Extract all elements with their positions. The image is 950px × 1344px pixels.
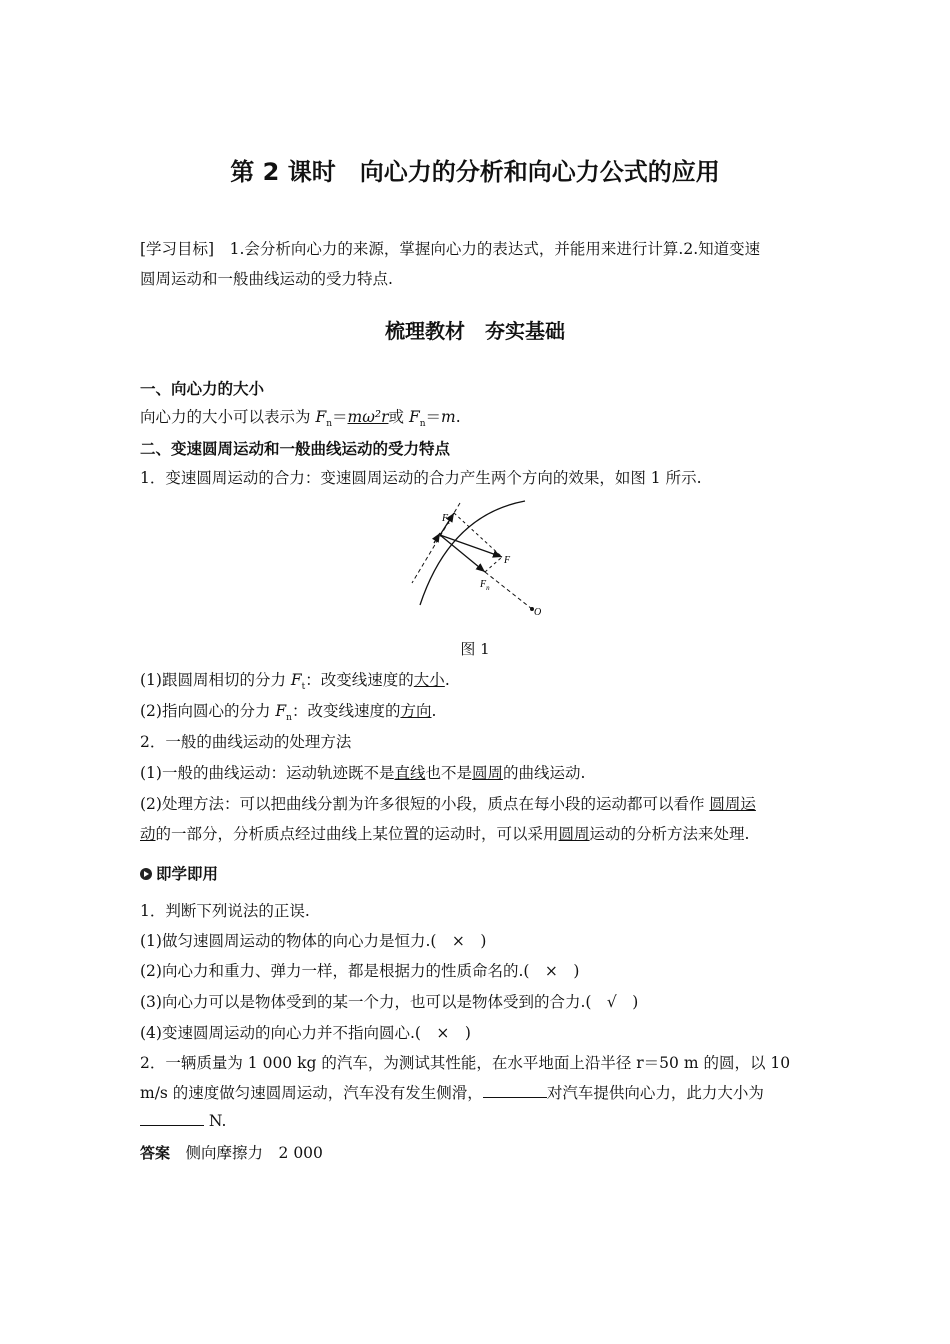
practice-q1-2: (2)向心力和重力、弹力一样，都是根据力的性质命名的.( × ) <box>140 962 580 980</box>
learning-objectives <box>140 234 812 294</box>
practice-q2-line3: N. <box>140 1111 226 1130</box>
practice-q1-1: (1)做匀速圆周运动的物体的向心力是恒力.( × ) <box>140 932 487 950</box>
answer-direction: 方向 <box>400 702 432 720</box>
answer-blank-1 <box>483 1083 547 1098</box>
circle-arc <box>420 501 525 605</box>
part2-sub1: (1)跟圆周相切的分力 $F_t$：改变线速度的大小. <box>140 671 450 693</box>
practice-q1-3: (3)向心力可以是物体受到的某一个力，也可以是物体受到的合力.( √ ) <box>140 993 639 1011</box>
label-fn: $F_n$ <box>480 579 490 592</box>
part1-heading: 一、向心力的大小 <box>140 380 265 398</box>
objectives-text-2: 圆周运动和一般曲线运动的受力特点. <box>140 270 393 288</box>
section-heading: 梳理教材 夯实基础 <box>385 319 565 343</box>
radius-dashed <box>485 572 532 609</box>
part2-sub4-line2: 动的一部分，分析质点经过曲线上某位置的运动时，可以采用圆周运动的分析方法来处理. <box>140 825 750 843</box>
part2-sub3: (1)一般的曲线运动：运动轨迹既不是直线也不是圆周的曲线运动. <box>140 764 586 782</box>
part2-sub2: (2)指向圆心的分力 $F_n$：改变线速度的方向. <box>140 702 437 724</box>
answer-line <box>140 1141 323 1163</box>
part2-item1: 1．变速圆周运动的合力：变速圆周运动的合力产生两个方向的效果，如图 1 所示. <box>140 469 702 487</box>
play-bullet-icon <box>140 868 152 880</box>
formula-answer: mω²r <box>347 408 389 426</box>
label-o: O <box>534 607 542 618</box>
part2-item2: 2．一般的曲线运动的处理方法 <box>140 733 352 751</box>
part2-sub4-line1: (2)处理方法：可以把曲线分割为许多很短的小段，质点在每小段的运动都可以看作 圆周运 <box>140 795 756 813</box>
page-title: 第 2 课时 向心力的分析和向心力公式的应用 <box>230 158 720 186</box>
answer-blank-2 <box>140 1111 204 1126</box>
practice-q1-4: (4)变速圆周运动的向心力并不指向圆心.( × ) <box>140 1024 471 1042</box>
answer-magnitude: 大小 <box>413 671 445 689</box>
figure-caption: 图 1 <box>460 640 490 658</box>
practice-heading: 即学即用 <box>140 862 218 884</box>
label-f: F <box>504 555 511 566</box>
parallelogram-edge-2 <box>485 557 502 572</box>
practice-q2-line2: m/s 的速度做匀速圆周运动，汽车没有发生侧滑， 对汽车提供向心力，此力大小为 <box>140 1084 764 1102</box>
part1-formula-line: 向心力的大小可以表示为 $F_n=m\omega^2r$或 $F_n=m$. <box>140 408 461 430</box>
practice-q1: 1．判断下列说法的正误. <box>140 902 310 920</box>
objectives-text-1: 1.会分析向心力的来源，掌握向心力的表达式，并能用来进行计算.2.知道变速 <box>229 240 761 258</box>
label-ft: $F_t$ <box>442 513 451 526</box>
f-vector <box>440 535 502 557</box>
part2-heading: 二、变速圆周运动和一般曲线运动的受力特点 <box>140 440 451 458</box>
answer-label: 答案 <box>140 1144 171 1162</box>
practice-q2-line1: 2．一辆质量为 1 000 kg 的汽车，为测试其性能，在水平地面上沿半径 r＝50 m 的圆，以 10 <box>140 1054 791 1072</box>
answer-text: 侧向摩擦力 2 000 <box>185 1144 323 1162</box>
fn-vector <box>440 535 485 572</box>
force-diagram <box>400 495 560 625</box>
objectives-label: [学习目标] <box>140 240 215 258</box>
